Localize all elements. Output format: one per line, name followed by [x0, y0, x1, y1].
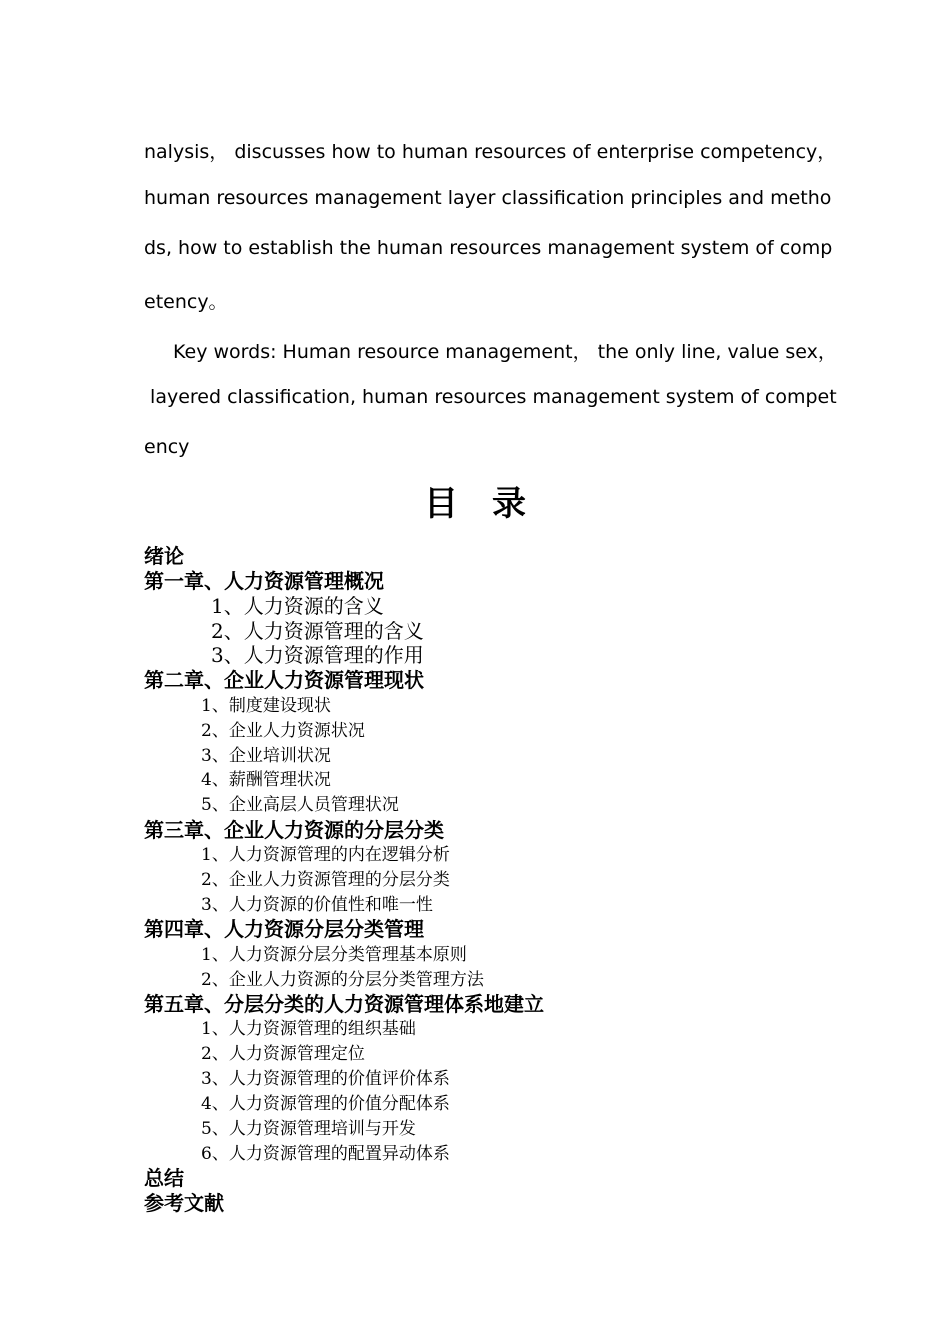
toc-summary: 总结	[144, 1166, 184, 1190]
toc-chapter-5-item-2: 2、人力资源管理定位	[201, 1044, 365, 1064]
toc-chapter-5-item-6: 6、人力资源管理的配置异动体系	[201, 1144, 450, 1164]
abstract-line-4: etency。	[144, 291, 228, 313]
toc-chapter-4-item-2: 2、企业人力资源的分层分类管理方法	[201, 970, 484, 990]
keywords-line-2: layered classification, human resources management system of compet	[144, 386, 837, 408]
toc-chapter-4: 第四章、人力资源分层分类管理	[144, 917, 424, 941]
toc-chapter-1-item-2: 2、人力资源管理的含义	[211, 619, 424, 643]
toc-chapter-5: 第五章、分层分类的人力资源管理体系地建立	[144, 992, 544, 1016]
toc-chapter-2: 第二章、企业人力资源管理现状	[144, 668, 424, 692]
toc-chapter-5-item-4: 4、人力资源管理的价值分配体系	[201, 1094, 450, 1114]
toc-chapter-5-item-3: 3、人力资源管理的价值评价体系	[201, 1069, 450, 1089]
toc-chapter-3-item-1: 1、人力资源管理的内在逻辑分析	[201, 845, 450, 865]
toc-title: 目录	[424, 484, 560, 524]
keywords-line-3: ency	[144, 436, 190, 458]
abstract-line-3: ds, how to establish the human resources management system of comp	[144, 237, 833, 259]
abstract-line-1: nalysis， discusses how to human resources of enterprise competency，	[144, 141, 837, 163]
toc-chapter-5-item-5: 5、人力资源管理培训与开发	[201, 1119, 416, 1139]
toc-chapter-1-item-3: 3、人力资源管理的作用	[211, 643, 424, 667]
toc-chapter-2-item-3: 3、企业培训状况	[201, 746, 331, 766]
toc-chapter-1: 第一章、人力资源管理概况	[144, 569, 384, 593]
toc-chapter-2-item-4: 4、薪酬管理状况	[201, 770, 331, 790]
toc-intro: 绪论	[144, 544, 184, 568]
toc-chapter-2-item-2: 2、企业人力资源状况	[201, 721, 365, 741]
toc-chapter-3-item-2: 2、企业人力资源管理的分层分类	[201, 870, 450, 890]
toc-chapter-3-item-3: 3、人力资源的价值性和唯一性	[201, 895, 433, 915]
toc-chapter-2-item-1: 1、制度建设现状	[201, 696, 331, 716]
toc-chapter-3: 第三章、企业人力资源的分层分类	[144, 818, 444, 842]
abstract-line-2: human resources management layer classification principles and metho	[144, 187, 832, 209]
keywords-line-1: Key words: Human resource management， the only line, value sex，	[173, 341, 837, 363]
toc-chapter-4-item-1: 1、人力资源分层分类管理基本原则	[201, 945, 467, 965]
toc-chapter-2-item-5: 5、企业高层人员管理状况	[201, 795, 399, 815]
toc-chapter-5-item-1: 1、人力资源管理的组织基础	[201, 1019, 416, 1039]
toc-references: 参考文献	[144, 1191, 224, 1215]
toc-chapter-1-item-1: 1、人力资源的含义	[211, 594, 384, 618]
